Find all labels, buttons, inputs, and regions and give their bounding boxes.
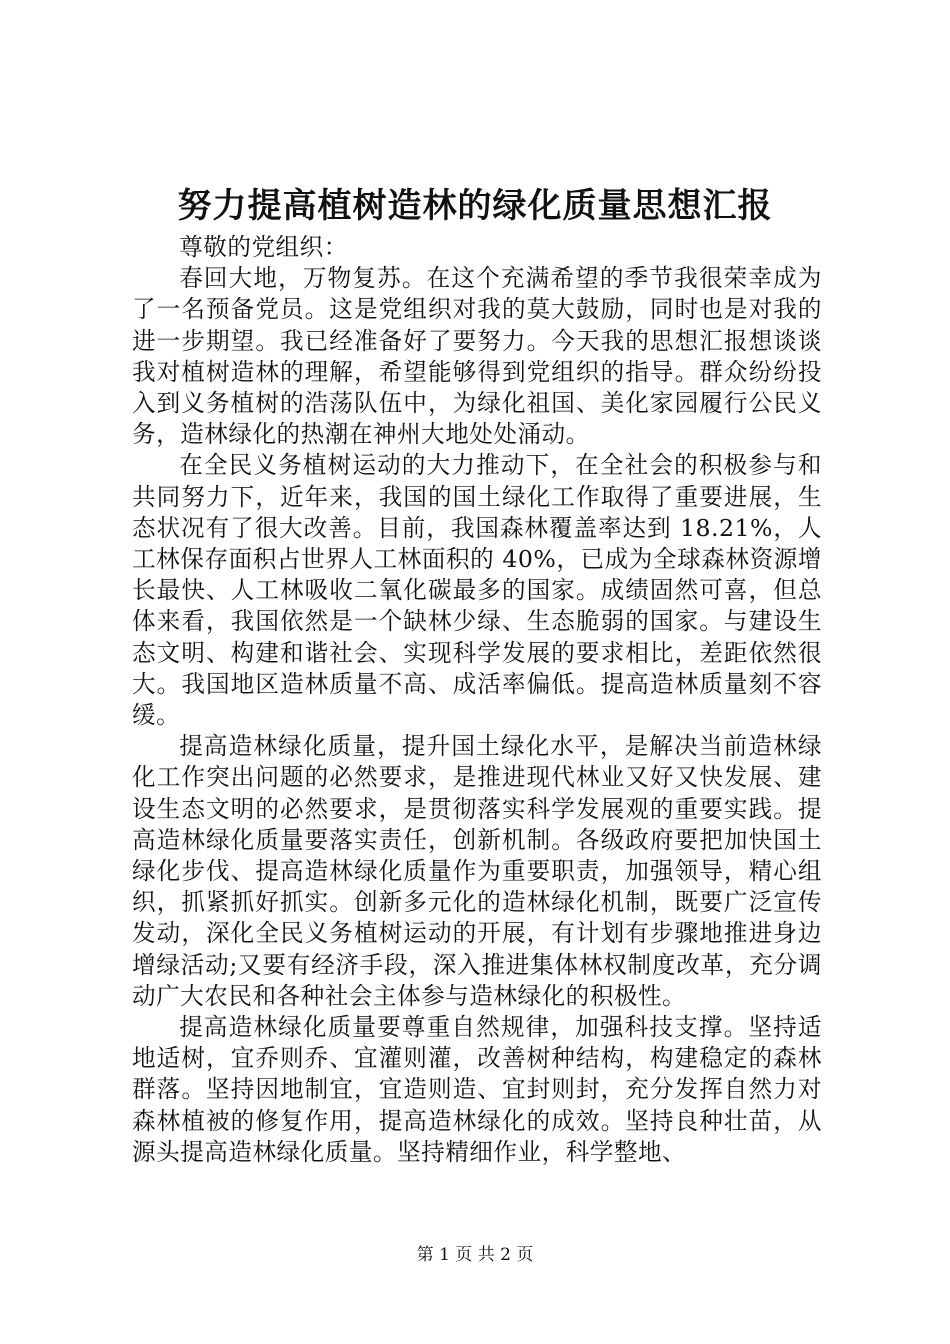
- paragraph: 春回大地，万物复苏。在这个充满希望的季节我很荣幸成为了一名预备党员。这是党组织对我的莫大鼓励，同时也是对我的进一步期望。我已经准备好了要努力。今天我的思想汇报想谈谈我对植树造林的理解，希望能够得到党组织的指导。群众纷纷投入到义务植树的浩荡队伍中，为绿化祖国、美化家园履行公民义务，造林绿化的热潮在神州大地处处涌动。: [132, 264, 822, 449]
- salutation: 尊敬的党组织：: [179, 233, 348, 261]
- document-title: 努力提高植树造林的绿化质量思想汇报: [177, 186, 773, 226]
- page-footer: 第 1 页 共 2 页: [416, 1245, 534, 1265]
- paragraph: 在全民义务植树运动的大力推动下，在全社会的积极参与和共同努力下，近年来，我国的国土绿化工作取得了重要进展，生态状况有了很大改善。目前，我国森林覆盖率达到 18.21%，人工林保存面积占世界人工林面积的 40%，已成为全球森林资源增长最快、人工林吸收二氧化碳最多的国家。成绩固然可喜，但总体来看，我国依然是一个缺林少绿、生态脆弱的国家。与建设生态文明、构建和谐社会、实现科学发展的要求相比，差距依然很大。我国地区造林质量不高、成活率偏低。提高造林质量刻不容缓。: [132, 451, 822, 730]
- paragraph: 提高造林绿化质量要尊重自然规律，加强科技支撑。坚持适地适树，宜乔则乔、宜灌则灌，改善树种结构，构建稳定的森林群落。坚持因地制宜，宜造则造、宜封则封，充分发挥自然力对森林植被的修复作用，提高造林绿化的成效。坚持良种壮苗，从源头提高造林绿化质量。坚持精细作业，科学整地、: [132, 1013, 822, 1166]
- paragraph: 提高造林绿化质量，提升国土绿化水平，是解决当前造林绿化工作突出问题的必然要求，是推进现代林业又好又快发展、建设生态文明的必然要求，是贯彻落实科学发展观的重要实践。提高造林绿化质量要落实责任，创新机制。各级政府要把加快国土绿化步伐、提高造林绿化质量作为重要职责，加强领导，精心组织，抓紧抓好抓实。创新多元化的造林绿化机制，既要广泛宣传发动，深化全民义务植树运动的开展，有计划有步骤地推进身边增绿活动;又要有经济手段，深入推进集体林权制度改革，充分调动广大农民和各种社会主体参与造林绿化的积极性。: [132, 732, 822, 1010]
- document-body: [132, 232, 822, 1168]
